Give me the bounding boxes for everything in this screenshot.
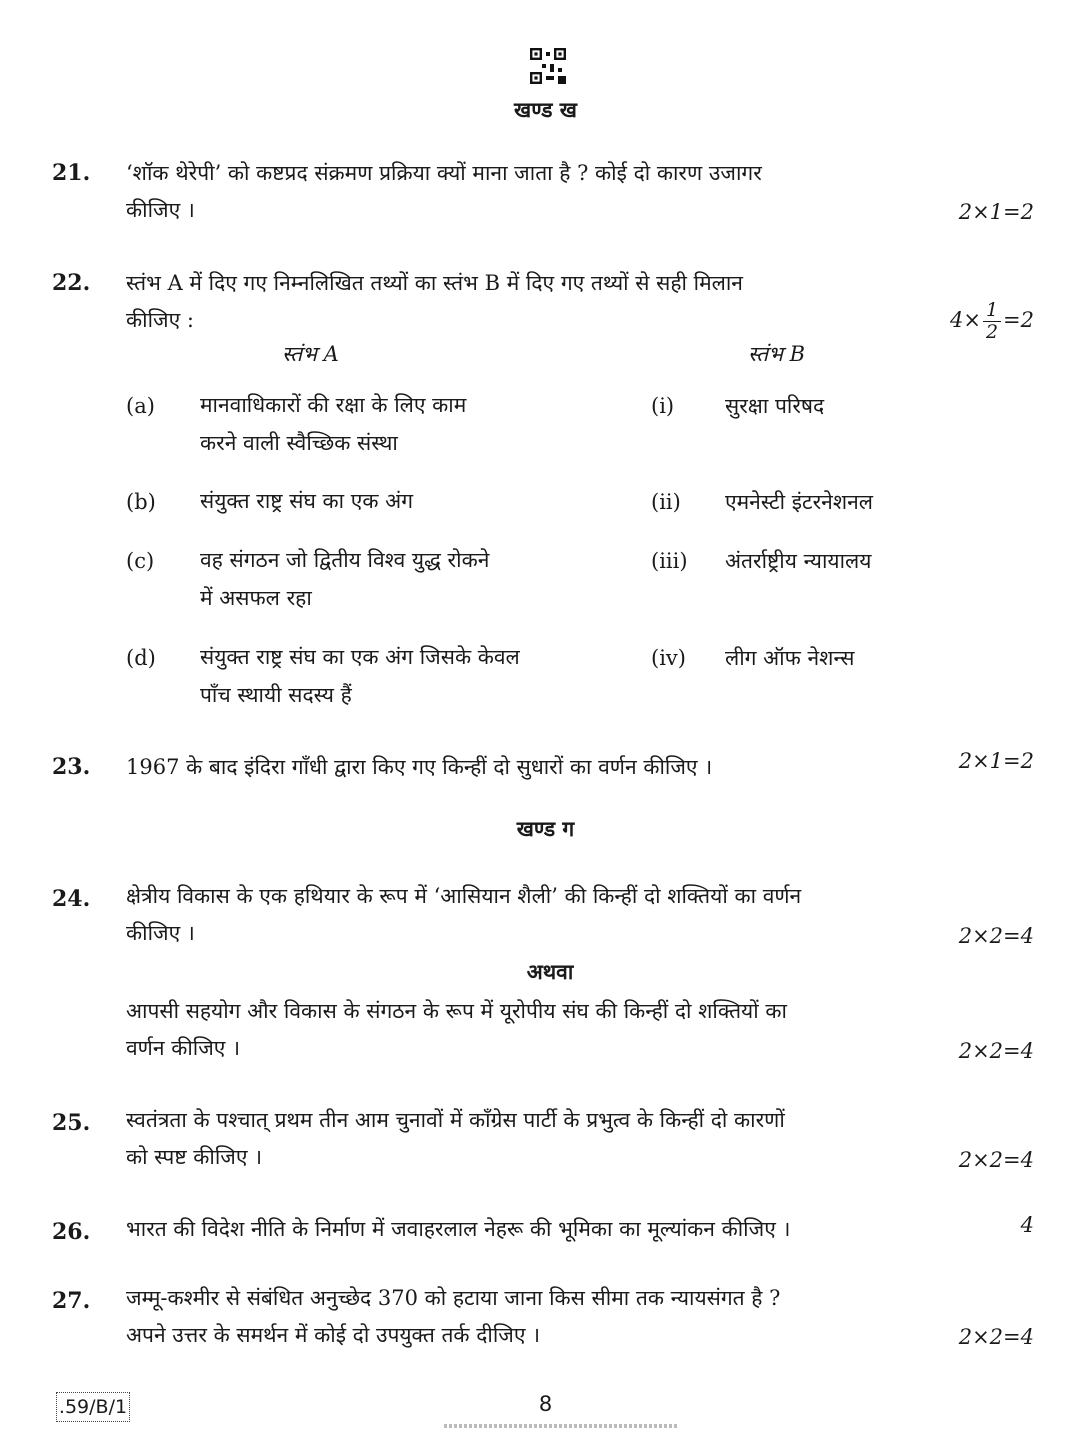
fraction-denominator: 2 [985, 321, 999, 343]
question-number: 24. [52, 886, 91, 912]
match-a-text [200, 386, 620, 462]
match-a-line: पाँच स्थायी सदस्य हैं [200, 683, 352, 707]
question-alternative-text [126, 993, 981, 1067]
page-number: 8 [538, 1392, 553, 1416]
match-a-line: करने वाली स्वैच्छिक संस्था [200, 431, 398, 455]
match-a-line: संयुक्त राष्ट्र संघ का एक अंग [200, 489, 414, 513]
match-a-line: मानवाधिकारों की रक्षा के लिए काम [200, 393, 467, 417]
marks: 2×1=2 [958, 749, 1034, 773]
qr-code-icon [530, 48, 566, 84]
section-heading-c: खण्ड ग [516, 816, 575, 841]
question-line: ‘शॉक थेरेपी’ को कष्टप्रद संक्रमण प्रक्रिया क्यों माना जाता है ? कोई दो कारण उजागर [126, 161, 762, 185]
match-a-label: (c) [126, 549, 155, 573]
question-text [126, 1102, 981, 1176]
column-a-heading: स्तंभ A [282, 342, 339, 366]
question-line: अपने उत्तर के समर्थन में कोई दो उपयुक्त तर्क दीजिए । [126, 1323, 541, 1347]
or-label: अथवा [526, 959, 574, 984]
column-b-heading: स्तंभ B [748, 342, 806, 366]
question-number: 26. [52, 1219, 91, 1245]
match-a-text [200, 638, 620, 714]
question-line: आपसी सहयोग और विकास के संगठन के रूप में यूरोपीय संघ की किन्हीं दो शक्तियों का [126, 999, 787, 1023]
marks: 2×2=4 [958, 1325, 1034, 1349]
match-a-label: (a) [126, 394, 155, 418]
marks-suffix: =2 [1003, 308, 1034, 332]
match-a-label: (d) [126, 646, 156, 670]
marks [950, 300, 1034, 343]
marks: 4 [1020, 1213, 1034, 1237]
match-b-label: (i) [651, 394, 675, 418]
match-b-text: लीग ऑफ नेशन्स [725, 646, 855, 670]
match-a-line: में असफल रहा [200, 586, 312, 610]
question-number: 23. [52, 754, 91, 780]
security-microtext-strip [444, 1424, 679, 1428]
match-a-line: वह संगठन जो द्वितीय विश्व युद्ध रोकने [200, 548, 490, 572]
question-line: कीजिए । [126, 198, 195, 222]
question-line: को स्पष्ट कीजिए । [126, 1145, 263, 1169]
match-a-line: संयुक्त राष्ट्र संघ का एक अंग जिसके केवल [200, 645, 520, 669]
match-b-text: एमनेस्टी इंटरनेशनल [725, 490, 874, 514]
question-line: कीजिए । [126, 921, 195, 945]
question-line: वर्णन कीजिए । [126, 1036, 241, 1060]
question-line: जम्मू-कश्मीर से संबंधित अनुच्छेद 370 को हटाया जाना किस सीमा तक न्यायसंगत है ? [126, 1286, 781, 1310]
question-text [126, 878, 981, 952]
marks: 2×2=4 [958, 1148, 1034, 1172]
match-a-label: (b) [126, 490, 156, 514]
match-a-text [200, 482, 620, 520]
question-number: 22. [52, 270, 91, 296]
match-a-text [200, 541, 620, 617]
section-heading-b: खण्ड ख [514, 97, 577, 122]
marks-prefix: 4× [949, 308, 981, 332]
match-b-label: (iii) [651, 549, 688, 573]
fraction-numerator: 1 [983, 300, 1001, 322]
marks: 2×2=4 [958, 1039, 1034, 1063]
question-text [126, 749, 981, 786]
question-line: कीजिए : [126, 308, 194, 332]
match-b-text: सुरक्षा परिषद [725, 394, 825, 418]
question-text [126, 155, 981, 229]
fraction [983, 300, 1001, 343]
question-number: 21. [52, 160, 91, 186]
question-number: 27. [52, 1288, 91, 1314]
marks: 2×2=4 [958, 924, 1034, 948]
question-line: क्षेत्रीय विकास के एक हथियार के रूप में ‘आसियान शैली’ की किन्हीं दो शक्तियों का वर्णन [126, 884, 802, 908]
match-b-text: अंतर्राष्ट्रीय न्यायालय [725, 549, 872, 573]
question-number: 25. [52, 1110, 91, 1136]
question-line: भारत की विदेश नीति के निर्माण में जवाहरलाल नेहरू की भूमिका का मूल्यांकन कीजिए । [126, 1217, 791, 1241]
match-b-label: (ii) [651, 490, 681, 514]
question-line: स्वतंत्रता के पश्चात् प्रथम तीन आम चुनावों में काँग्रेस पार्टी के प्रभुत्व के किन्हीं दो कारणों [126, 1108, 785, 1132]
marks: 2×1=2 [958, 200, 1034, 224]
question-line: 1967 के बाद इंदिरा गाँधी द्वारा किए गए किन्हीं दो सुधारों का वर्णन कीजिए । [126, 755, 713, 779]
question-text [126, 265, 981, 339]
match-b-label: (iv) [651, 646, 686, 670]
paper-code: .59/B/1 [56, 1392, 130, 1422]
question-text [126, 1211, 981, 1248]
question-line: स्तंभ A में दिए गए निम्नलिखित तथ्यों का स्तंभ B में दिए गए तथ्यों से सही मिलान [126, 271, 743, 295]
question-text [126, 1280, 981, 1354]
